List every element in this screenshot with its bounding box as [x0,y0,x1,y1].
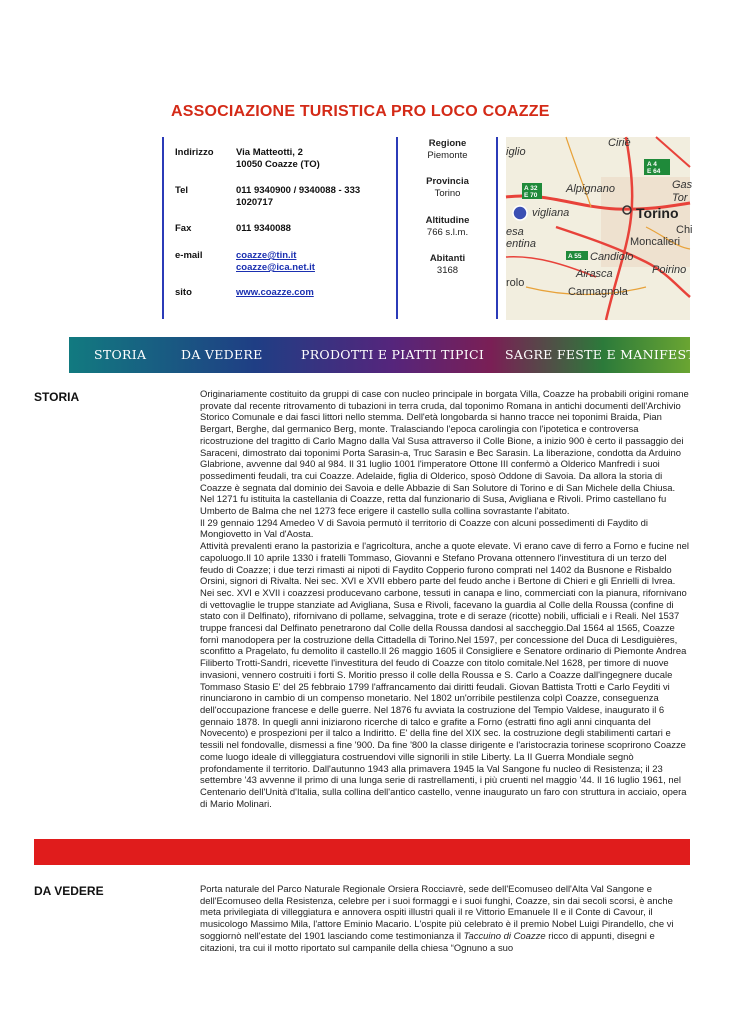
tel-label: Tel [175,185,189,196]
map-label-alpignano: Alpignano [566,183,615,195]
separator-middle [396,137,398,319]
nav-da-vedere[interactable]: DA VEDERE [181,347,263,362]
separator-right [496,137,498,319]
fax-value: 011 9340088 [236,223,291,234]
map-label-a55: A 55 [568,253,582,260]
email-label: e-mail [175,250,203,261]
site-link[interactable]: www.coazze.com [236,287,314,298]
address-value [236,147,386,171]
map-coazze-marker [513,206,527,220]
map-label-chi: Chi [676,224,693,236]
da-vedere-text [200,884,692,954]
map-label-a4: A 4 [647,161,657,168]
map-label-moncalieri: Moncalieri [630,236,681,248]
page-title: ASSOCIAZIONE TURISTICA PRO LOCO COAZZE [171,103,550,120]
provincia-label: Provincia [426,176,469,187]
main-navigation [69,337,745,373]
map-label-cirie: Ciriè [608,137,631,149]
location-map[interactable] [506,137,693,320]
abitanti-stat [400,253,495,277]
nav-sagre[interactable]: SAGRE FESTE E MANIFESTAZIONI [505,347,745,362]
map-label-torino: Torino [636,205,679,221]
site-label: sito [175,287,192,298]
map-label-esa: esa [506,226,524,238]
map-label-tor: Tor [672,192,688,204]
email-values [236,250,386,274]
fax-label: Fax [175,223,192,234]
da-vedere-paragraph [200,884,692,954]
section-divider-bar [34,839,690,865]
regione-stat [400,138,495,162]
map-label-airasca: Airasca [576,268,613,280]
site-value [236,287,386,299]
storia-paragraph-2: Nel 1271 fu istituita la castellania di Coazze, retta dal funzionario di Susa, Avigliana e Rivoli. Primo castellano fu Umberto de Balma che nel 1273 fece erigere il castello sulla collina sovrastante l'abitato. [200,494,667,518]
map-label-carmagnola: Carmagnola [568,286,628,298]
altitudine-label: Altitudine [425,215,470,226]
storia-text [200,389,692,810]
provincia-value: Torino [434,188,461,199]
map-label-a32: A 32 [524,185,538,192]
map-label-iglio: iglio [506,146,526,158]
map-label-poirino: Poirino [652,264,687,276]
regione-label: Regione [428,138,467,149]
map-label-avigliana: vigliana [532,207,570,219]
abitanti-value: 3168 [436,265,459,276]
da-vedere-text-italic: Taccuino di Coazze [463,930,546,942]
email-link-2[interactable]: coazze@ica.net.it [236,262,315,273]
altitudine-value: 766 s.l.m. [426,227,469,238]
nav-prodotti[interactable]: PRODOTTI E PIATTI TIPICI [301,347,485,362]
abitanti-label: Abitanti [429,253,466,264]
tel-value: 011 9340900 / 9340088 - 333 1020717 [236,185,361,208]
address-line-1: Via Matteotti, 2 [236,147,303,158]
nav-storia[interactable]: STORIA [94,347,147,362]
map-label-candiolo: Candiolo [590,251,634,263]
map-label-rolo: rolo [506,277,525,289]
altitudine-stat [400,215,495,239]
separator-left [162,137,164,319]
storia-paragraph-3: Il 29 gennaio 1294 Amedeo V di Savoia permutò il territorio di Coazze con alcuni possedimenti di Faydito di Mongiovetto in Val d'Aosta. [200,517,649,541]
da-vedere-text-after: ricco di appunti, disegni e citazioni, tra cui il motto riportato sul campanile della chiesa “Ognuno a suo [200,930,655,954]
email-link-1[interactable]: coazze@tin.it [236,250,297,261]
storia-heading: STORIA [34,390,80,404]
map-label-entina: entina [506,238,536,250]
da-vedere-text-before: Porta naturale del Parco Naturale Regionale Orsiera Rocciavrè, sede dell'Ecomuseo dell'Alta Val Sangone e dell'Ecomuseo della Resistenza, celebre per i suoi formaggi e i suoi funghi, Coazze, sin dai secoli scorsi, è anche meta privilegiata di villeggiatura e annovera ospiti illustri quali il re Vittorio Emanuele II e il Conte di Cavour, il musicologo Massimo Mila, l'attore Eminio Macario. L'ospite più celebrato è il premio Nobel Luigi Pirandello, che vi soggiornò nell'estate del 1901 lasciando come testimonianza il [200,884,674,942]
provincia-stat [400,176,495,200]
regione-value: Piemonte [427,150,468,161]
map-label-e64: E 64 [647,168,661,175]
da-vedere-heading: DA VEDERE [34,884,104,898]
storia-paragraph-1: Originariamente costituito da gruppi di case con nucleo principale in borgata Villa, Coazze ha probabili origini romane provate dal recente ritrovamento di tubazioni in terra cruda, dal toponimo Romana in antichi documenti dell'Archivio Storico Comunale e dai fasci littori nello stemma. Dell'età longobarda si hanno tracce nei toponimi Braida, Pian Bergart, Berghe, dal germanico Berg, monte. Tralasciando l'epoca carolingia con l'ipotetica e controversa ricostruzione del tragitto di Carlo Magno dalla Val Susa attraverso il Colle Bione, a inizio 900 è certo il passaggio dei Saraceni, dimostrato dai toponimi Porta Sarasin-a, Truc Sarasin e Bec Sarasin. La liberazione, condotta da Arduino Glabrione, avvenne dal 940 al 984. Il 31 luglio 1001 l'imperatore Ottone III confermò a Olderico Manfredi i suoi possedimenti feudali, tra cui Coazze. Adelaide, figlia di Olderico, sposò Oddone di Savoia. Da allora la storia di Coazze è segnata dal dominio dei Savoia e delle Abbazie di San Solutore di Torino e di San Michele della Chiusa. [200,389,689,494]
storia-paragraph-4: Attività prevalenti erano la pastorizia e l'agricoltura, anche a quote elevate. Vi erano cave di ferro a Forno e fucine nel capoluogo.Il 10 aprile 1330 i fratelli Tommaso, Giovanni e Stefano Provana ottennero l'investitura di un terzo del feudo di Coazze; i due terzi rimasti ai nipoti di Faydito Copperio furono comprati nel 1402 da Busnone e Risbaldo Orsini, signori di Rivalta. Nei sec. XVI e XVII ebbero parte del feudo anche i Bertone di Chieri e gli Enrielli di Ivrea. Nei sec. XVI e XVII i coazzesi producevano carbone, tessuti in canapa e lino, commerciati con la pianura, rifornivano di vettovaglie le truppe stanziate ad Avigliana, Susa e Rivoli, facevano la guardia al Colle della Roussa (confine di stato con il Delfinato), rifornivano di pollame, selvaggina, trote e di seraze (ricotte) nobili, ufficiali e i Reali. Nel 1537 truppe francesi dal Delfinato penetrarono dal Colle della Roussa dandosi al saccheggio.Dal 1564 al 1565, Coazze fornì manodopera per la costruzione della Cittadella di Torino.Nel 1597, per concessione del Duca di Lesdiguières, sconfitto a Pragelato, fu demolito il castello.Il 26 maggio 1605 il Consigliere e Senatore ordinario di Piemonte Andrea Filiberto Trotti-Sandri, ricevette l'investitura del feudo di Coazze con titolo comitale.Nel 1628, per timore di nuove invasioni, vennero costruiti i forti S. Moritio presso il colle della Roussa e S. Carlo a Coazze dall'ingegnere ducale Tommaso Stasio E' del 25 febbraio 1799 l'affrancamento dai diritti feudali. Giovan Battista Trotti e Carlo Feyditi vi rinunciarono in cambio di un compenso monetario. Nel 1802 un'orribile pestilenza colpì Coazze, conseguenza dell'occupazione francese e delle guerre. Nel 1876 fu avviata la costruzione del Tempio Valdese, inaugurato il 6 gennaio 1878. In quegli anni iniziarono ricerche di talco e grafite a Forno (estratti fino agli anni cinquanta del Novecento) e prospezioni per il talco a Indiritto. E' della fine del XIX sec. la costruzione degli stabilimenti cartari e tessili nel fondovalle, dismessi a fine '900. Da fine '800 la classe dirigente e l'aristocrazia torinese scoprirono Coazze come luogo ideale di villeggiatura costruendovi ville signorili in stile Liberty. La II Guerra Mondiale segnò profondamente il territorio. Dall'autunno 1943 alla primavera 1945 la Val Sangone fu nucleo di Resistenza; il 23 settembre '43 avvenne il primo di una lunga serie di rastrellamenti, i più cruenti nel maggio '44. Il 16 luglio 1961, nel Centenario dell'Unità d'Italia, sulla collina dell'antico castello, venne inaugurato un faro con struttura in acciaio, opera di Mario Molinari. [200,541,689,810]
address-label: Indirizzo [175,147,214,158]
map-label-e70: E 70 [524,192,538,199]
address-line-2: 10050 Coazze (TO) [236,159,320,170]
map-label-gas: Gas [672,179,693,191]
